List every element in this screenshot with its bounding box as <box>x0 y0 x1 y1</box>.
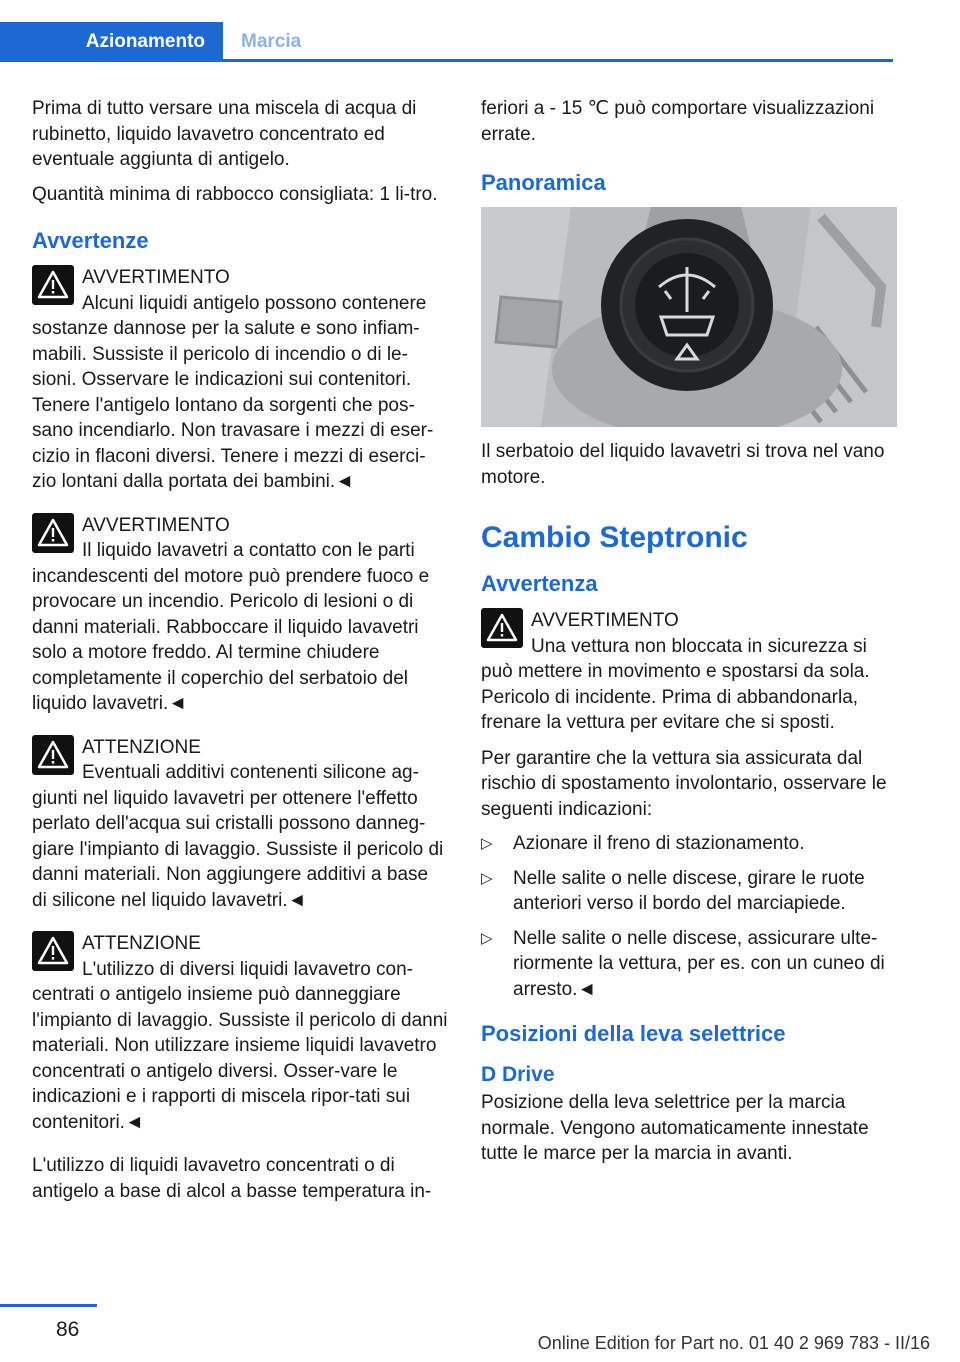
header-rule <box>0 59 893 62</box>
heading-avvertenza: Avvertenza <box>481 571 598 596</box>
washer-reservoir-photo <box>481 207 897 427</box>
tab-marcia[interactable]: Marcia <box>241 31 302 52</box>
warning-triangle-icon <box>481 608 523 648</box>
warning-block <box>481 608 897 736</box>
caution-title: ATTENZIONE <box>82 933 201 954</box>
warning-title: AVVERTIMENTO <box>531 610 679 631</box>
page-number: 86 <box>56 1318 80 1341</box>
list-item: ▷ Azionare il freno di stazionamento. <box>481 831 897 857</box>
warning-title: AVVERTIMENTO <box>82 514 230 536</box>
caution-block <box>32 735 448 914</box>
steps-list <box>481 831 897 1002</box>
paragraph: Quantità minima di rabbocco consigliata: 1 li‐tro. <box>32 183 438 205</box>
heading-posizioni-leva: Posizioni della leva selettrice <box>481 1021 786 1046</box>
edition-note: Online Edition for Part no. 01 40 2 969 783 - II/16 <box>537 1333 930 1353</box>
warning-triangle-icon <box>32 735 74 775</box>
warning-text: Alcuni liquidi antigelo possono contenere sostanze dannose per la salute e sono infiam‐mabili. Sussiste il pericolo di incendio o di le‐sioni. Osservare le indicazioni sui contenitori. Tenere l'antigelo lontano da sorgenti che pos‐sano incendiarlo. Non travasare i mezzi di eser‐cizio in flaconi diversi. Tenere i mezzi di eserci‐zio lontani dalla portata dei bambini.◄ <box>32 292 434 492</box>
bullet-triangle-icon: ▷ <box>481 869 493 887</box>
paragraph: Posizione della leva selettrice per la marcia normale. Vengono automaticamente innestate tutte le marce per la marcia in avanti. <box>481 1092 869 1164</box>
list-item: ▷ Nelle salite o nelle discese, assicurare ulte‐riormente la vettura, per es. con un cuneo di arresto.◄ <box>481 927 885 1000</box>
bullet-triangle-icon: ▷ <box>481 835 493 852</box>
footer-rule <box>0 1304 97 1307</box>
caution-text: L'utilizzo di diversi liquidi lavavetro con‐centrati o antigelo insieme può danneggiare l'impianto di lavaggio. Sussiste il pericolo di danni materiali. Non utilizzare insieme liquidi lavavetro concentrati o antigelo diversi. Osser‐vare le indicazioni e i rapporti di miscela ripor‐tati sui contenitori.◄ <box>32 958 448 1133</box>
photo-caption: Il serbatoio del liquido lavavetri si trova nel vano motore. <box>481 441 885 488</box>
caution-title: ATTENZIONE <box>82 736 201 758</box>
caution-text: Eventuali additivi contenenti silicone ag‐giunti nel liquido lavavetri per ottenere l'effetto perlato dell'acqua sui cristalli possono danneg‐giare l'impianto di lavaggio. Sussiste il pericolo di danni materiali. Non aggiungere additivi a base di silicone nel liquido lavavetri.◄ <box>32 762 444 911</box>
right-column <box>481 96 897 1176</box>
warning-text: Una vettura non bloccata in sicurezza si può mettere in movimento e spostarsi da sola. Pericolo di incidente. Prima di abbandonarla, frenare la vettura per evitare che si sposti. <box>481 635 870 733</box>
heading-panoramica: Panoramica <box>481 170 606 195</box>
warning-triangle-icon <box>32 265 74 305</box>
warning-block <box>32 513 448 717</box>
left-column <box>32 96 448 1213</box>
paragraph: feriori a - 15 ℃ può comportare visualizzazioni errate. <box>481 98 875 145</box>
paragraph: L'utilizzo di liquidi lavavetro concentrati o di antigelo a base di alcol a basse temperatura in‐ <box>32 1155 432 1202</box>
warning-block <box>32 265 448 495</box>
caution-block <box>32 931 448 1135</box>
warning-triangle-icon <box>32 513 74 553</box>
tab-azionamento[interactable]: Azionamento <box>0 22 223 62</box>
warning-text: Il liquido lavavetri a contatto con le parti incandescenti del motore può prendere fuoco e provocare un incendio. Pericolo di lesioni o di danni materiali. Rabboccare il liquido lavavetri solo a motore freddo. Al termine chiudere completamente il coperchio del serbatoio del liquido lavavetri.◄ <box>32 540 430 714</box>
list-item: ▷ Nelle salite o nelle discese, girare le ruote anteriori verso il bordo del marciapiede. <box>481 867 865 914</box>
heading-cambio-steptronic: Cambio Steptronic <box>481 521 748 554</box>
paragraph: Prima di tutto versare una miscela di acqua di rubinetto, liquido lavavetro concentrato ed eventuale aggiunta di antigelo. <box>32 98 417 170</box>
heading-d-drive: D Drive <box>481 1063 555 1086</box>
bullet-triangle-icon: ▷ <box>481 929 493 947</box>
heading-avvertenze: Avvertenze <box>32 228 149 253</box>
paragraph: Per garantire che la vettura sia assicurata dal rischio di spostamento involontario, osservare le seguenti indicazioni: <box>481 747 887 820</box>
chapter-tab-bar <box>0 22 893 62</box>
warning-title: AVVERTIMENTO <box>82 267 230 288</box>
warning-triangle-icon <box>32 931 74 971</box>
